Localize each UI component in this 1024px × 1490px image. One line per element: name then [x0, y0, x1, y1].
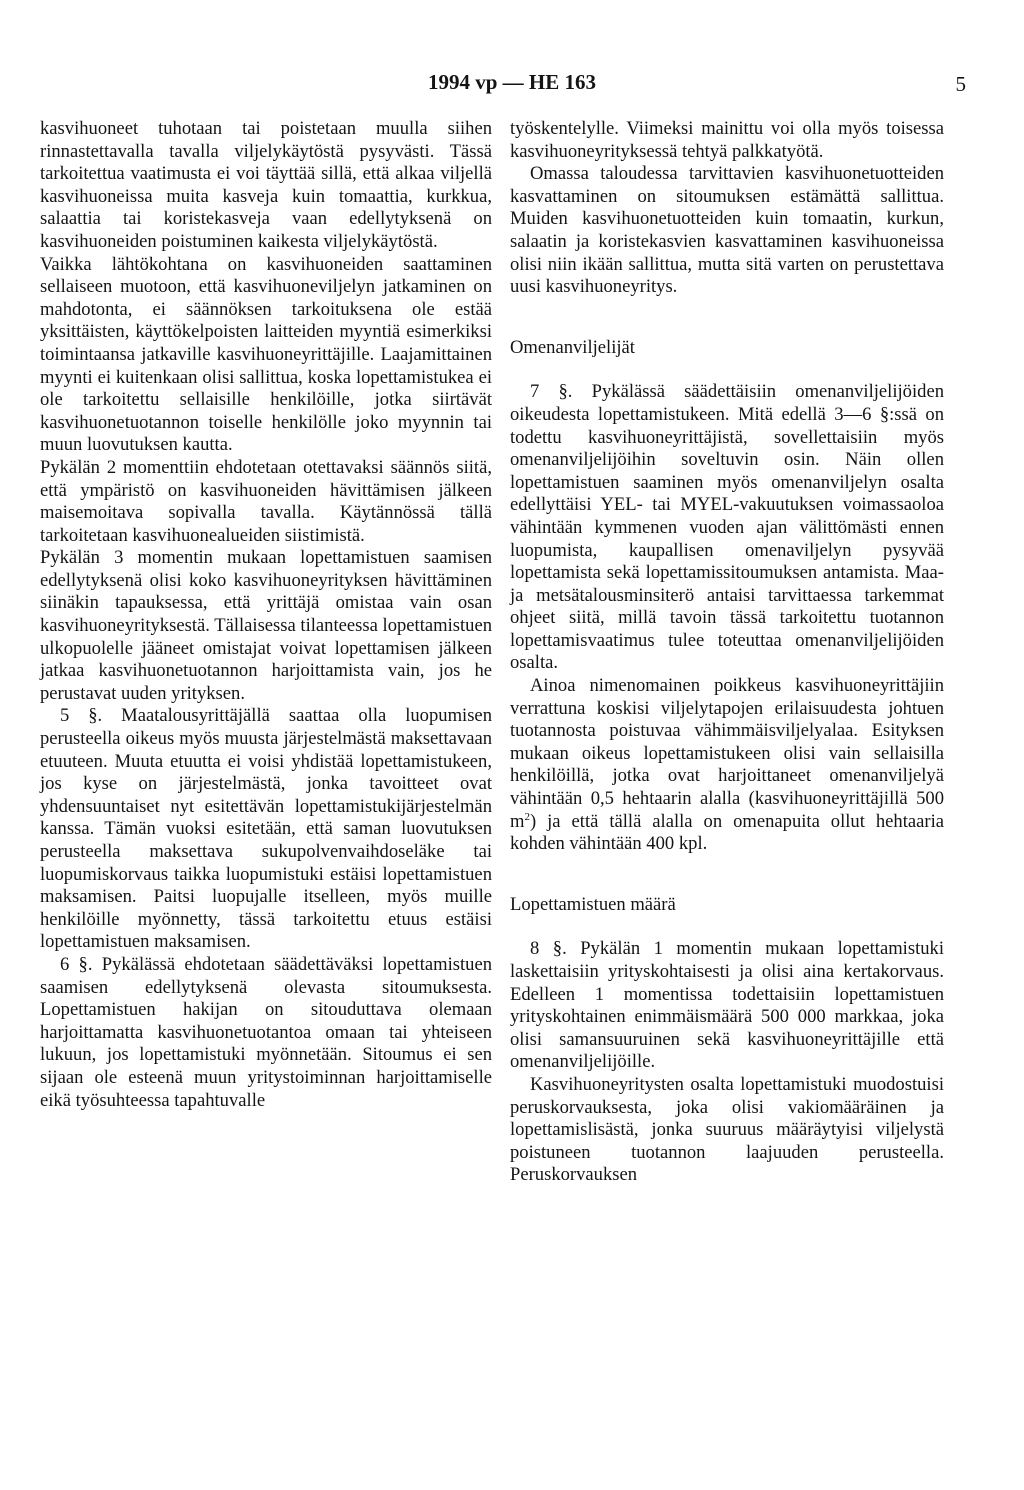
paragraph-text: ) ja että tällä alalla on omenapuita ollut hehtaaria kohden vähintään 400 kpl. [510, 810, 944, 855]
paragraph-section-5: 5 §. Maatalousyrittäjällä saattaa olla luopumisen perusteella oikeus myös muusta järjestelmästä maksettavaan etuuteen. Muuta etuutta ei voisi yhdistää lopettamistukeen, jos kyse on järjestelmästä, jonka tavoitteet ovat yhdensuuntaiset nyt esitettävän lopettamistukijärjestelmän kanssa. Tämän vuoksi esitetään, että saman luovutuksen perusteella maksettava sukupolvenvaihdoseläke tai luopumiskorvaus taikka luopumistuki estäisi lopettamistuen maksamisen. Paitsi luopujalle itselleen, myös muille henkilöille myönnetty, tässä tarkoitettu etuus estäisi lopettamistuen maksamisen. [40, 705, 492, 953]
page-number: 5 [955, 72, 966, 96]
left-column [40, 118, 492, 1112]
paragraph-section-6: 6 §. Pykälässä ehdotetaan säädettäväksi lopettamistuen saamisen edellytyksenä olevasta sitoumuksesta. Lopettamistuen hakijan on sitouduttava olemaan harjoittamatta kasvihuonetuotantoa omaan tai yhteiseen lukuun, jos lopettamistuki myönnetään. Sitoumus ei sen sijaan ole esteenä muun yritystoiminnan harjoittamiselle eikä työsuhteessa tapahtuvalle [40, 953, 492, 1111]
paragraph [510, 675, 944, 856]
paragraph-section-8: 8 §. Pykälän 1 momentin mukaan lopettamistuki laskettaisiin yrityskohtaisesti ja olisi aina kertakorvaus. Edelleen 1 momentissa todettaisiin lopettamistuen yrityskohtainen enimmäismäärä 500 000 markkaa, joka olisi samansuuruinen sekä kasvihuoneyrittäjille että omenanviljelijöille. [510, 938, 944, 1073]
paragraph-text: Ainoa nimenomainen poikkeus kasvihuoneyrittäjiin verrattuna koskisi viljelytapojen erilaisuudesta johtuen tuotannosta poistuvaa vähimmäisviljelyalaa. Esityksen mukaan oikeus lopettamistukeen olisi vain sellaisilla henkilöillä, jotka ovat harjoittaneet omenanviljelyä vähintään 0,5 hehtaarin alalla (kasvihuoneyrittäjillä 500 m [510, 675, 944, 832]
superscript: 2 [524, 810, 530, 823]
paragraph: Vaikka lähtökohtana on kasvihuoneiden saattaminen sellaiseen muotoon, että kasvihuoneviljelyn jatkaminen on mahdotonta, ei säännöksen tarkoituksena ole estää yksittäisten, käyttökelpoisten laitteiden myyntiä esimerkiksi toimintaansa jatkaville kasvihuoneyrittäjille. Laajamittainen myynti ei kuitenkaan olisi sallittua, koska lopettamistukea ei ole tarkoitettu sellaisille henkilöille, jotka siirtävät kasvihuonetuotannon toiselle henkilölle joko myynnin tai muun luovutuksen kautta. [40, 253, 492, 456]
paragraph-section-7: 7 §. Pykälässä säädettäisiin omenanviljelijöiden oikeudesta lopettamistukeen. Mitä edellä 3—6 §:ssä on todettu kasvihuoneyrittäjistä, sovellettaisiin myös omenanviljelijöihin soveltuvin osin. Näin ollen lopettamistuen saaminen myös omenanviljelyn osalta edellyttäisi YEL- tai MYEL-vakuutuksen voimassaoloa vähintään kymmenen vuoden ajan välittömästi ennen luopumista, kaupallisen omenaviljelyn pysyvää lopettamista sekä lopettamissitoumuksen antamista. Maa- ja metsätalousminsiterö antaisi tarvittaessa tarkemmat ohjeet siitä, millä tavoin tässä tarkoitettu tuotannon lopettamisvaatimus tulee toteuttaa omenanviljelijöiden osalta. [510, 381, 944, 674]
paragraph: Pykälän 3 momentin mukaan lopettamistuen saamisen edellytyksenä olisi koko kasvihuoneyrityksen hävittäminen siinäkin tapauksessa, että yrittäjä omistaa vain osan kasvihuoneyrityksestä. Tällaisessa tilanteessa lopettamistuen ulkopuolelle jääneet omistajat voivat lopettamisen jälkeen jatkaa kasvihuonetuotannon harjoittamista vain, jos he perustavat uuden yrityksen. [40, 547, 492, 704]
right-column [510, 118, 944, 1187]
page-header [0, 70, 1024, 102]
document-reference: 1994 vp — HE 163 [427, 70, 597, 94]
section-heading-omenanviljelijat: Omenanviljelijät [510, 336, 635, 358]
paragraph: Pykälän 2 momenttiin ehdotetaan otettavaksi säännös siitä, että ympäristö on kasvihuoneiden hävittämisen jälkeen maisemoitava sopivalla tavalla. Käytännössä tällä tarkoitetaan kasvihuonealueiden siistimistä. [40, 456, 492, 546]
section-heading-lopettamistuen-maara: Lopettamistuen määrä [510, 893, 676, 915]
paragraph: työskentelylle. Viimeksi mainittu voi olla myös toisessa kasvihuoneyrityksessä tehtyä palkkatyötä. [510, 118, 944, 162]
paragraph: Omassa taloudessa tarvittavien kasvihuonetuotteiden kasvattaminen on sitoumuksen estämättä sallittua. Muiden kasvihuonetuotteiden kuin tomaatin, kurkun, salaatin ja koristekasvien kasvattaminen kasvihuoneissa olisi niin ikään sallittua, mutta sitä varten on perustettava uusi kasvihuoneyritys. [510, 163, 944, 298]
paragraph: Kasvihuoneyritysten osalta lopettamistuki muodostuisi peruskorvauksesta, joka olisi vakiomääräinen ja lopettamislisästä, jonka suuruus määräytyisi viljelystä poistuneen tuotannon laajuuden perusteella. Peruskorvauksen [510, 1073, 944, 1186]
paragraph: kasvihuoneet tuhotaan tai poistetaan muulla siihen rinnastettavalla tavalla viljelykäytöstä pysyvästi. Tässä tarkoitettua vaatimusta ei voi täyttää sillä, että alkaa viljellä kasvihuoneissa muita kasveja kuin tomaattia, kurkkua, salaattia tai koristekasveja vaan edellytyksenä on kasvihuoneiden poistuminen kaikesta viljelykäytöstä. [40, 118, 492, 252]
